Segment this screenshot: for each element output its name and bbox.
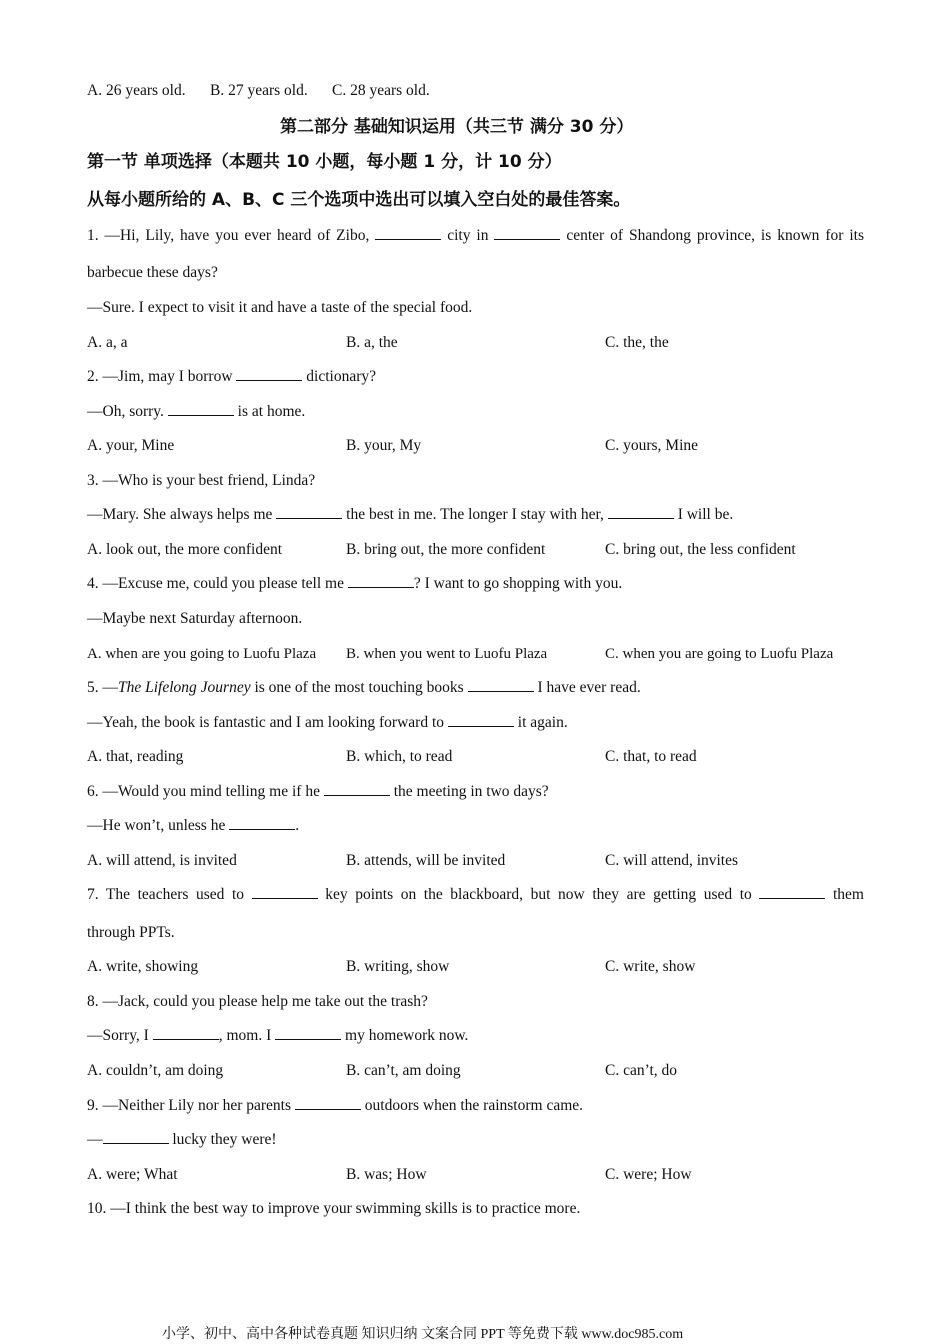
q8-option-a: A. couldn’t, am doing bbox=[87, 1062, 224, 1079]
q3-option-c: C. bring out, the less confident bbox=[605, 541, 796, 558]
q7-option-c: C. write, show bbox=[605, 958, 696, 975]
q1-option-c: C. the, the bbox=[605, 334, 669, 351]
q2-option-b: B. your, My bbox=[346, 437, 422, 454]
q2-line1: 2. —Jim, may I borrow dictionary? bbox=[87, 368, 376, 385]
q7-line1: 7. The teachers used to key points on the blackboard, but now they are getting used to them bbox=[87, 886, 864, 903]
q1-line2: barbecue these days? bbox=[87, 264, 218, 281]
q9-line1: 9. —Neither Lily nor her parents outdoors when the rainstorm came. bbox=[87, 1097, 584, 1114]
q5-line1: 5. —The Lifelong Journey is one of the most touching books I have ever read. bbox=[87, 679, 641, 696]
section-title: 第一节 单项选择（本题共 10 小题，每小题 1 分，计 10 分） bbox=[87, 152, 562, 172]
part-title: 第二部分 基础知识运用（共三节 满分 30 分） bbox=[280, 117, 634, 137]
q4-line1: 4. —Excuse me, could you please tell me ? I want to go shopping with you. bbox=[87, 575, 623, 592]
q3-reply: —Mary. She always helps me the best in me. The longer I stay with her, I will be. bbox=[87, 506, 734, 523]
q3-option-b: B. bring out, the more confident bbox=[346, 541, 546, 558]
answer-blank bbox=[324, 782, 390, 796]
q1-option-b: B. a, the bbox=[346, 334, 398, 351]
q2-reply: —Oh, sorry. is at home. bbox=[87, 403, 306, 420]
instruction: 从每小题所给的 A、B、C 三个选项中选出可以填入空白处的最佳答案。 bbox=[87, 190, 631, 210]
q4-reply: —Maybe next Saturday afternoon. bbox=[87, 610, 303, 627]
answer-blank bbox=[275, 1026, 341, 1040]
q9-option-a: A. were; What bbox=[87, 1166, 178, 1183]
answer-blank bbox=[229, 816, 295, 830]
answer-blank bbox=[168, 402, 234, 416]
q8-line1: 8. —Jack, could you please help me take out the trash? bbox=[87, 993, 428, 1010]
answer-blank bbox=[103, 1130, 169, 1144]
answer-blank bbox=[468, 678, 534, 692]
q4-option-c: C. when you are going to Luofu Plaza bbox=[605, 646, 834, 662]
q9-option-c: C. were; How bbox=[605, 1166, 692, 1183]
q5-option-a: A. that, reading bbox=[87, 748, 184, 765]
q7-option-a: A. write, showing bbox=[87, 958, 199, 975]
q1-reply: —Sure. I expect to visit it and have a taste of the special food. bbox=[87, 299, 473, 316]
answer-blank bbox=[494, 226, 560, 240]
prev-question-option-c: C. 28 years old. bbox=[332, 82, 430, 99]
answer-blank bbox=[276, 505, 342, 519]
q4-option-b: B. when you went to Luofu Plaza bbox=[346, 646, 548, 662]
q9-reply: — lucky they were! bbox=[87, 1131, 277, 1148]
q4-option-a: A. when are you going to Luofu Plaza bbox=[87, 646, 317, 662]
q1-option-a: A. a, a bbox=[87, 334, 128, 351]
answer-blank bbox=[348, 574, 414, 588]
answer-blank bbox=[252, 885, 318, 899]
q8-reply: —Sorry, I , mom. I my homework now. bbox=[87, 1027, 469, 1044]
q1-line1: 1. —Hi, Lily, have you ever heard of Zibo, city in center of Shandong province, is known for its bbox=[87, 227, 864, 244]
q8-option-b: B. can’t, am doing bbox=[346, 1062, 461, 1079]
q6-reply: —He won’t, unless he . bbox=[87, 817, 300, 834]
q3-option-a: A. look out, the more confident bbox=[87, 541, 282, 558]
q3-line1: 3. —Who is your best friend, Linda? bbox=[87, 472, 316, 489]
answer-blank bbox=[236, 367, 302, 381]
q2-option-a: A. your, Mine bbox=[87, 437, 175, 454]
answer-blank bbox=[759, 885, 825, 899]
answer-blank bbox=[448, 713, 514, 727]
footer-text: 小学、初中、高中各种试卷真题 知识归纳 文案合同 PPT 等免费下载 www.doc985.com bbox=[162, 1327, 684, 1342]
q6-option-b: B. attends, will be invited bbox=[346, 852, 506, 869]
q6-option-c: C. will attend, invites bbox=[605, 852, 739, 869]
q8-option-c: C. can’t, do bbox=[605, 1062, 678, 1079]
answer-blank bbox=[608, 505, 674, 519]
q6-option-a: A. will attend, is invited bbox=[87, 852, 237, 869]
prev-question-option-b: B. 27 years old. bbox=[210, 82, 308, 99]
q7-option-b: B. writing, show bbox=[346, 958, 450, 975]
prev-question-option-a: A. 26 years old. bbox=[87, 82, 186, 99]
q10-line1: 10. —I think the best way to improve your swimming skills is to practice more. bbox=[87, 1200, 581, 1217]
q9-option-b: B. was; How bbox=[346, 1166, 427, 1183]
answer-blank bbox=[153, 1026, 219, 1040]
answer-blank bbox=[295, 1096, 361, 1110]
q6-line1: 6. —Would you mind telling me if he the meeting in two days? bbox=[87, 783, 549, 800]
q7-line2: through PPTs. bbox=[87, 924, 175, 941]
book-title: The Lifelong Journey bbox=[118, 679, 251, 696]
answer-blank bbox=[375, 226, 441, 240]
q2-option-c: C. yours, Mine bbox=[605, 437, 698, 454]
q5-reply: —Yeah, the book is fantastic and I am looking forward to it again. bbox=[87, 714, 568, 731]
q5-option-b: B. which, to read bbox=[346, 748, 453, 765]
q5-option-c: C. that, to read bbox=[605, 748, 697, 765]
